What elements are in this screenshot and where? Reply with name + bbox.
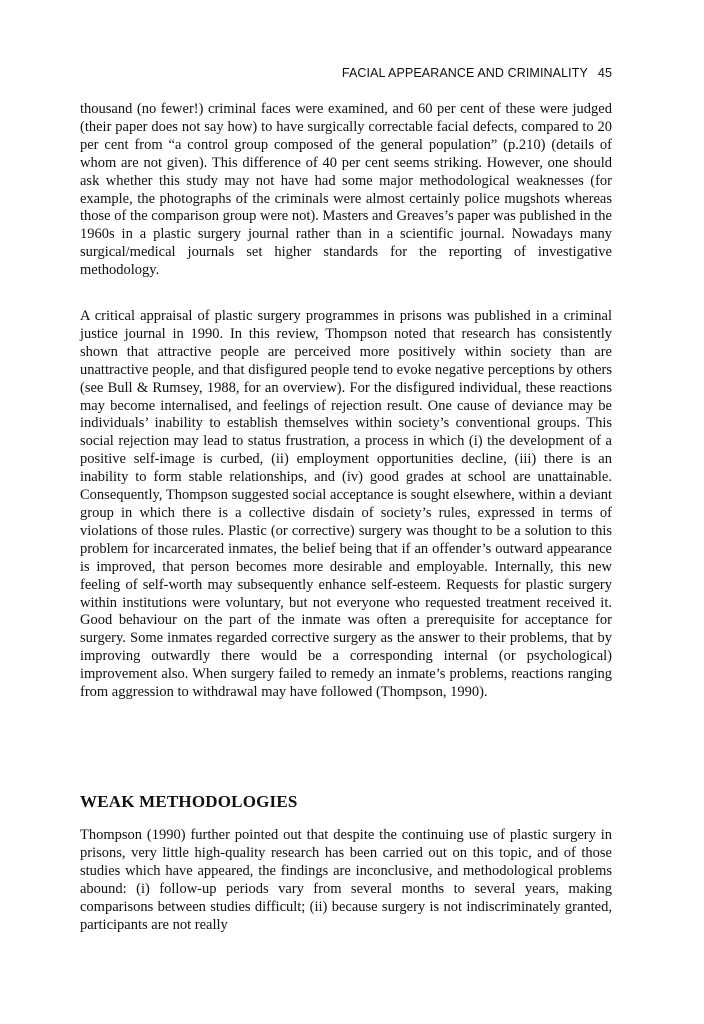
paragraph-masters-greaves: thousand (no fewer!) criminal faces were examined, and 60 per cent of these were judged (their paper does not say how) to have surgically correctable facial defects, compared to 20 per cent from “a control group composed of the general population” (p.210) (details of whom are not given). This difference of 40 per cent seems striking. However, one should ask whether this study may not have had some major methodological weaknesses (for example, the photographs of the criminals were almost certainly police mugshots whereas those of the comparison group were not). Masters and Greaves’s paper was published in the 1960s in a plastic surgery journal rather than in a scientific journal. Nowadays many surgical/medical journals set higher standards for the reporting of investigative methodology. [80, 101, 612, 279]
section-heading: WEAK METHODOLOGIES [80, 792, 298, 811]
page-number: 45 [597, 66, 612, 80]
running-head-title: FACIAL APPEARANCE AND CRIMINALITY [341, 66, 588, 80]
paragraph-thompson-appraisal: A critical appraisal of plastic surgery programmes in prisons was published in a criminal justice journal in 1990. In this review, Thompson noted that research has consistently shown that attractive people are perceived more positively within society than are unattractive people, and that disfigured people tend to evoke negative perceptions by others (see Bull & Rumsey, 1988, for an overview). For the disfigured individual, these reactions may become internalised, and feelings of rejection result. One cause of deviance may be individuals’ inability to establish themselves within society’s conventional groups. This social rejection may lead to status frustration, a process in which (i) the development of a positive self-image is curbed, (ii) employment opportunities decline, (iii) there is an inability to form stable relationships, and (iv) good grades at school are unattainable. Consequently, Thompson suggested social acceptance is sought elsewhere, within a deviant group in which there is a collective disdain of society’s rules, expressed in terms of violations of those rules. Plastic (or corrective) surgery was thought to be a solution to this problem for incarcerated inmates, the belief being that if an offender’s outward appearance is improved, that person becomes more desirable and employable. Internally, this new feeling of self-worth may subsequently enhance self-esteem. Requests for plastic surgery within institutions were voluntary, but not everyone who requested treatment received it. Good behaviour on the part of the inmate was often a prerequisite for acceptance for surgery. Some inmates regarded corrective surgery as the answer to their problems, that by improving outwardly there would be a corresponding internal (or psychological) improvement also. When surgery failed to remedy an inmate’s problems, reactions ranging from aggression to withdrawal may have followed (Thompson, 1990). [80, 308, 612, 701]
running-head [342, 66, 612, 80]
paragraph-weak-methodologies: Thompson (1990) further pointed out that despite the continuing use of plastic surgery in prisons, very little high-quality research has been carried out on this topic, and of those studies which have appeared, the findings are inconclusive, and methodological problems abound: (i) follow-up periods vary from several months to several years, making comparisons between studies difficult; (ii) because surgery is not indiscriminately granted, participants are not really [80, 827, 612, 933]
